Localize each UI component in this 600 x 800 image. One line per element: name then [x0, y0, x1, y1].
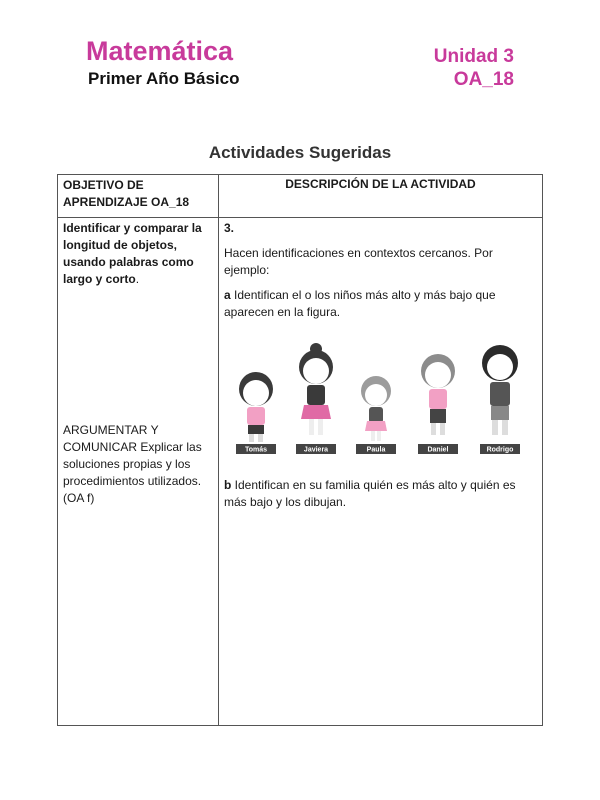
grade-level: Primer Año Básico [88, 69, 240, 88]
objective-column-header: OBJETIVO DE APRENDIZAJE OA_18 [63, 178, 190, 209]
oa-label: OA_18 [453, 69, 514, 90]
child-daniel [418, 354, 458, 454]
activity-item-a [224, 287, 529, 321]
name-tag-tomas: Tomás [244, 446, 268, 454]
child-rodrigo [480, 345, 520, 454]
objective-text [63, 220, 215, 288]
header-divider [58, 217, 542, 218]
name-tag-rodrigo: Rodrigo [486, 446, 514, 454]
skill-description: Explicar las soluciones propias y los procedimientos utilizados. (OA f) [63, 440, 202, 505]
item-a-letter: a [224, 288, 231, 302]
item-b-text: Identifican en su familia quién es más alto y quién es más bajo y los dibujan. [224, 478, 516, 509]
activity-item-b [224, 477, 529, 511]
child-javiera [296, 343, 336, 454]
description-column-header: DESCRIPCIÓN DE LA ACTIVIDAD [285, 177, 476, 191]
item-a-text: Identifican el o los niños más alto y más bajo que aparecen en la figura. [224, 288, 496, 319]
objective-period: . [135, 272, 140, 286]
name-tag-daniel: Daniel [427, 446, 449, 454]
subject-title: Matemática [86, 36, 234, 66]
name-tag-javiera: Javiera [303, 446, 329, 454]
children-figure [224, 327, 524, 462]
column-divider [218, 175, 219, 725]
child-tomas [236, 372, 276, 454]
activity-intro: Hacen identificaciones en contextos cercanos. Por ejemplo: [224, 246, 493, 277]
activity-table [57, 174, 543, 726]
child-paula [356, 376, 396, 454]
activity-description [224, 220, 529, 329]
skill-text [63, 422, 215, 507]
section-title: Actividades Sugeridas [208, 143, 392, 162]
unit-label: Unidad 3 [433, 46, 514, 67]
skill-title: ARGUMENTAR Y COMUNICAR [63, 423, 159, 454]
objective-statement: Identificar y comparar la longitud de objetos, usando palabras como largo y corto [63, 221, 202, 286]
name-tag-paula: Paula [366, 446, 386, 454]
activity-number: 3. [224, 221, 235, 235]
item-b-letter: b [224, 478, 232, 492]
